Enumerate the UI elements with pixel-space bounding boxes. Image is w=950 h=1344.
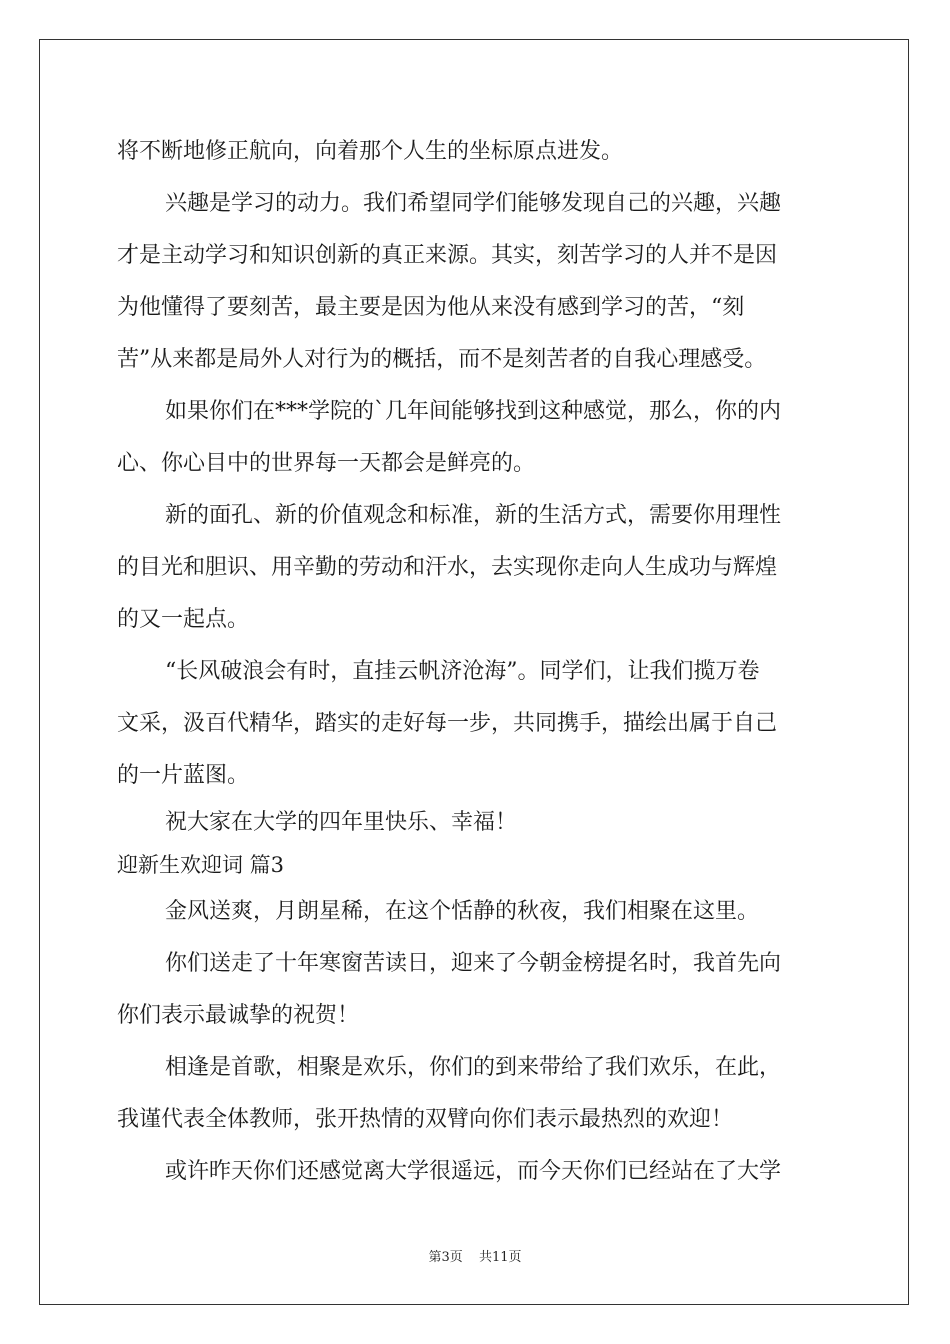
paragraph-start: 兴趣是学习的动力。我们希望同学们能够发现自己的兴趣，兴趣: [165, 191, 782, 216]
text-line: 才是主动学习和知识创新的真正来源。其实，刻苦学习的人并不是因: [117, 243, 778, 268]
paragraph-start: 如果你们在***学院的`几年间能够找到这种感觉，那么，你的内: [165, 399, 782, 424]
paragraph-start: 或许昨天你们还感觉离大学很遥远，而今天你们已经站在了大学: [165, 1159, 782, 1184]
paragraph-start: 你们送走了十年寒窗苦读日，迎来了今朝金榜提名时，我首先向: [165, 951, 782, 976]
paragraph-start: “长风破浪会有时，直挂云帆济沧海”。同学们，让我们揽万卷: [165, 659, 760, 684]
text-line: 的目光和胆识、用辛勤的劳动和汗水，去实现你走向人生成功与辉煌: [117, 555, 778, 580]
total-pages: 共11页: [478, 1250, 522, 1265]
text-line: 为他懂得了要刻苦，最主要是因为他从来没有感到学习的苦，“刻: [117, 295, 745, 320]
text-line: 文采，汲百代精华，踏实的走好每一步，共同携手，描绘出属于自己: [117, 711, 778, 736]
text-line: 的又一起点。: [117, 607, 250, 632]
section-heading: 迎新生欢迎词 篇3: [117, 853, 285, 877]
paragraph-start: 金风送爽，月朗星稀，在这个恬静的秋夜，我们相聚在这里。: [165, 899, 760, 924]
page-number: 第3页: [428, 1250, 463, 1265]
document-body: [117, 126, 833, 1198]
paragraph-start: 祝大家在大学的四年里快乐、幸福！: [165, 810, 518, 835]
page-footer: [0, 1246, 950, 1265]
paragraph-start: 新的面孔、新的价值观念和标准，新的生活方式，需要你用理性: [165, 503, 782, 528]
text-line: 苦”从来都是局外人对行为的概括，而不是刻苦者的自我心理感受。: [117, 347, 767, 372]
text-line: 将不断地修正航向，向着那个人生的坐标原点进发。: [117, 139, 624, 164]
text-line: 你们表示最诚挚的祝贺！: [117, 1003, 360, 1028]
text-line: 的一片蓝图。: [117, 763, 250, 788]
text-line: 心、你心目中的世界每一天都会是鲜亮的。: [117, 451, 536, 476]
paragraph-start: 相逢是首歌，相聚是欢乐，你们的到来带给了我们欢乐，在此，: [165, 1055, 782, 1080]
text-line: 我谨代表全体教师，张开热情的双臂向你们表示最热烈的欢迎！: [117, 1107, 734, 1132]
